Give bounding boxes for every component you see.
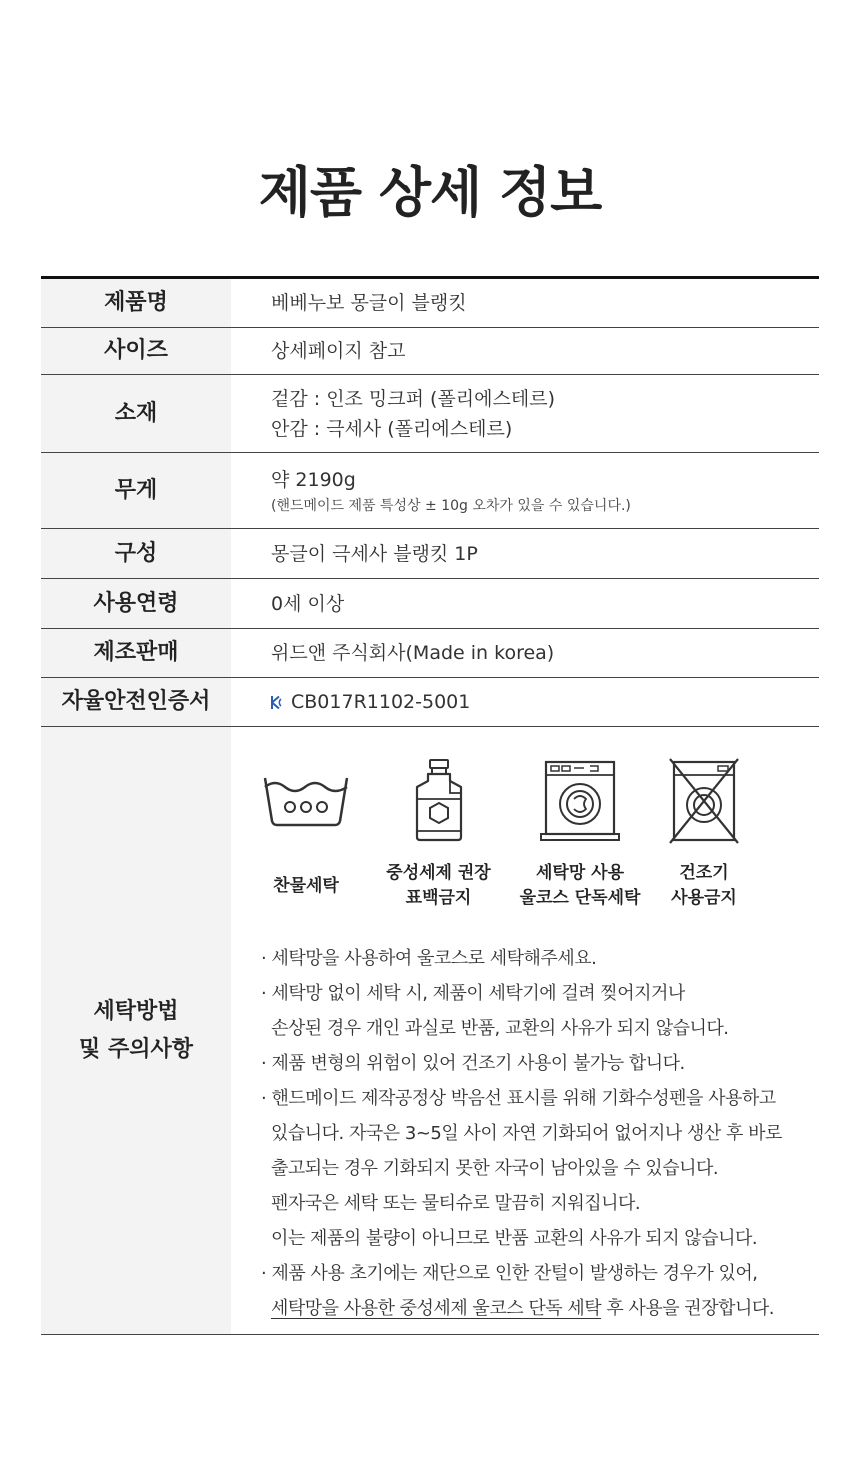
row-label: 자율안전인증서	[41, 678, 231, 726]
row-weight	[41, 453, 819, 529]
row-composition	[41, 529, 819, 579]
weight-value: 약 2190g	[271, 469, 356, 491]
row-label: 무게	[41, 453, 231, 528]
caption-line: 중성세제 권장	[386, 863, 491, 883]
care-note-line: 출고되는 경우 기화되지 못한 자국이 남아있을 수 있습니다.	[271, 1158, 719, 1179]
caption-line: 울코스 단독세탁	[519, 888, 641, 908]
row-label: 사용연령	[41, 579, 231, 628]
care-notes	[231, 941, 819, 1350]
row-age	[41, 579, 819, 629]
row-value	[231, 279, 819, 327]
care-note-line: 손상된 경우 개인 과실로 반품, 교환의 사유가 되지 않습니다.	[271, 1018, 729, 1039]
care-content	[231, 727, 819, 1334]
care-icon-item	[664, 757, 744, 911]
row-size	[41, 328, 819, 375]
row-label: 사이즈	[41, 328, 231, 374]
care-note-line: · 핸드메이드 제작공정상 박음선 표시를 위해 기화수성펜을 사용하고	[261, 1088, 776, 1109]
care-label-line1: 세탁방법	[93, 998, 179, 1024]
kc-mark-icon	[271, 695, 282, 710]
row-label: 구성	[41, 529, 231, 578]
recommended-wash-underlined: 세탁망을 사용한 중성세제 울코스 단독 세탁	[271, 1298, 602, 1319]
caption-line: 찬물세탁	[273, 875, 339, 896]
care-icon-caption	[520, 861, 641, 911]
material-outer: 겉감 : 인조 밍크퍼 (폴리에스테르)	[271, 387, 555, 410]
spec-table	[41, 276, 819, 1335]
care-icon-caption	[386, 861, 490, 911]
care-note-line: 있습니다. 자국은 3~5일 사이 자연 기화되어 없어지나 생산 후 바로	[271, 1123, 782, 1144]
row-manufacturer	[41, 629, 819, 678]
manufacturer-value: 위드앤 주식회사(Made in korea)	[271, 642, 555, 664]
neutral-detergent-icon	[409, 757, 469, 847]
row-label: 제품명	[41, 279, 231, 327]
care-note-line: · 세탁망 없이 세탁 시, 제품이 세탁기에 걸려 찢어지거나	[261, 983, 685, 1004]
age-value: 0세 이상	[271, 592, 345, 615]
caption-line: 세탁망 사용	[535, 863, 625, 883]
weight-note: (핸드메이드 제품 특성상 ± 10g 오차가 있을 수 있습니다.)	[271, 498, 631, 514]
product-name-value: 베베누보 몽글이 블랭킷	[271, 292, 467, 314]
row-value	[231, 678, 819, 726]
row-label: 제조판매	[41, 629, 231, 677]
care-note-line: · 제품 사용 초기에는 재단으로 인한 잔털이 발생하는 경우가 있어,	[261, 1263, 758, 1284]
row-value	[231, 453, 819, 528]
care-note-line: · 세탁망을 사용하여 울코스로 세탁해주세요.	[261, 948, 597, 969]
care-icon-caption	[273, 861, 339, 911]
care-note-line: 펜자국은 세탁 또는 물티슈로 말끔히 지워집니다.	[271, 1193, 641, 1214]
row-value	[231, 629, 819, 677]
care-label	[41, 727, 231, 1334]
care-icon-caption	[671, 861, 737, 911]
care-note-line-last	[261, 1291, 819, 1326]
laundry-net-wash-icon	[538, 757, 622, 847]
care-icon-item	[510, 757, 650, 911]
care-label-line2: 및 주의사항	[79, 1036, 193, 1062]
row-label: 소재	[41, 375, 231, 452]
row-care	[41, 727, 819, 1335]
cold-wash-icon	[261, 757, 351, 847]
row-value	[231, 375, 819, 452]
row-product-name	[41, 279, 819, 328]
row-value	[231, 579, 819, 628]
caption-line: 건조기	[679, 863, 729, 883]
caption-line: 사용금지	[671, 888, 737, 908]
page-title: 제품 상세 정보	[258, 161, 602, 224]
care-icons	[231, 757, 819, 911]
material-inner: 안감 : 극세사 (폴리에스테르)	[271, 417, 513, 440]
care-icon-item	[381, 757, 496, 911]
caption-line: 표백금지	[405, 888, 472, 908]
composition-value: 몽글이 극세사 블랭킷 1P	[271, 542, 478, 565]
row-certificate	[41, 678, 819, 727]
recommended-wash-rest: 후 사용을 권장합니다.	[601, 1298, 774, 1319]
care-note-line: · 제품 변형의 위험이 있어 건조기 사용이 불가능 합니다.	[261, 1053, 685, 1074]
size-value: 상세페이지 참고	[271, 340, 406, 362]
row-value	[231, 529, 819, 578]
care-note-line: 이는 제품의 불량이 아니므로 반품 교환의 사유가 되지 않습니다.	[271, 1228, 758, 1249]
row-material	[41, 375, 819, 453]
care-icon-item	[261, 757, 351, 911]
certificate-number: CB017R1102-5001	[291, 691, 471, 713]
row-value	[231, 328, 819, 374]
no-dryer-icon	[664, 757, 744, 847]
